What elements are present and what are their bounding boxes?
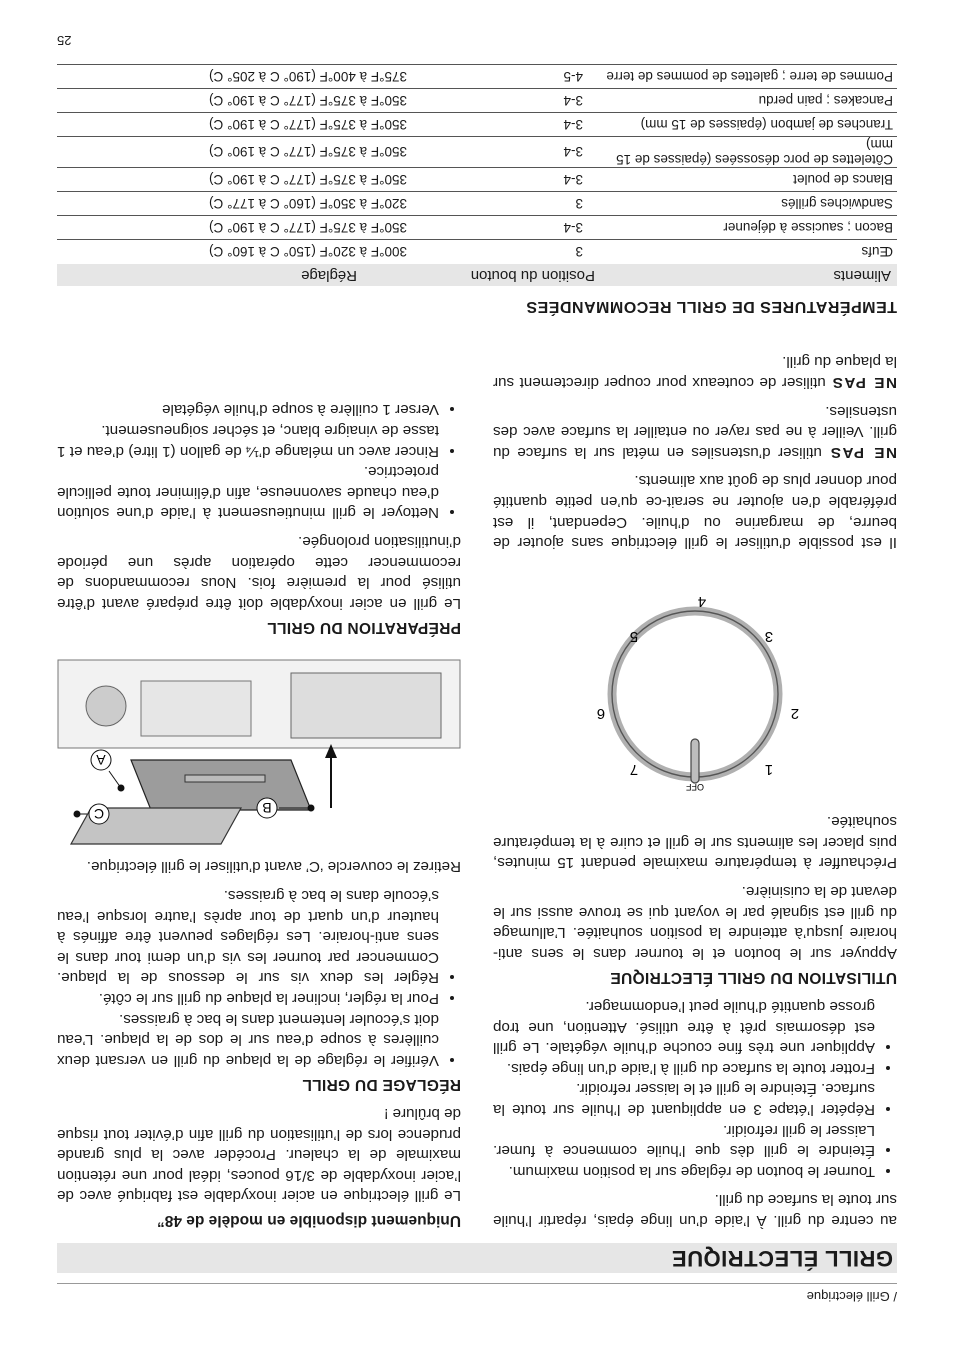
warning-text: utiliser d’ustensiles en métal sur la surface du grill. Veiller à ne pas rayer ou entailler la surface avec des ustensiles. <box>493 402 897 461</box>
list-item: • Rincer avec un mélange d’¼ de gallon (1 litre) d’eau et 1 tasse de vinaigre blanc, et sécher soigneusement. <box>57 419 439 460</box>
warning-knives <box>493 351 897 392</box>
column-header-position: Position du bouton <box>470 267 595 284</box>
table-row <box>57 89 897 113</box>
list-item: • Vérifier le réglage de la plaque du grill en versant deux cuillères à soupe d’eau sur le dos de la plaque. L’eau doit s’écouler lentement dans le bac à graisses. <box>57 1008 439 1070</box>
cell-position: 4-5 <box>411 65 587 89</box>
prep-text: Le grill en acier inoxydable doit être préparé avant d’être utilisé pour la première fois. Nous recommandons de recommencer cette opération après une période d’inutilisation prolongée. <box>57 532 461 612</box>
cell-position: 3-4 <box>411 216 587 240</box>
list-item: • Frotter toute la surface du grill à l’aide d’un linge épais. <box>493 1057 875 1078</box>
list-item: • Éteindre le grill dès que l’huile commence à fumer. Laisser le grill refroidir. <box>493 1119 875 1160</box>
cell-position: 3-4 <box>411 113 587 137</box>
table-row <box>57 192 897 216</box>
usage-heading: UTILISATION DU GRILL ÉLECTRIQUE <box>610 969 897 987</box>
cell-setting: 320°F à 350°F (160° C à 177° C) <box>57 192 411 216</box>
table-header <box>57 264 897 286</box>
cell-food: Bacon ; saucisse à déjeuner <box>587 216 897 240</box>
temperature-table <box>57 64 897 263</box>
cell-food: Sandwiches grillés <box>587 192 897 216</box>
dial-number: 2 <box>790 704 800 722</box>
header-divider <box>57 1283 897 1284</box>
callout-label-b: B <box>262 799 272 816</box>
usage-text-1: Appuyer sur le bouton et le tourner dans le sens anti-horaire jusqu’à atteindre la position souhaitée. L’allumage du grill est signalé par le voyant qui se trouve aussi sur le devant de la cuisinière. <box>493 883 897 962</box>
usage-text-2: Préchauffer à température maximale pendant 15 minutes, puis placer les aliments sur le grill et cuire à la température souhaitée. <box>493 813 897 872</box>
cell-food: Pancakes ; pain perdu <box>587 89 897 113</box>
callout-label-c: C <box>93 805 105 822</box>
section-note: / Grill électrique <box>806 1289 897 1304</box>
cell-position: 3-4 <box>411 137 587 168</box>
list-item: • Pour la régler, incliner la plaque du grill sur le côté. <box>57 987 439 1008</box>
dial-number: 5 <box>629 627 639 645</box>
cell-food: Côtelettes de porc désossées (épaisses de 15 mm) <box>587 137 897 168</box>
cell-position: 3-4 <box>411 168 587 192</box>
column-header-setting: Réglage <box>301 267 357 284</box>
burner-icon <box>86 686 126 726</box>
dial-off-label: OFF <box>686 781 704 792</box>
cell-setting: 350°F à 375°F (177° C à 190° C) <box>57 113 411 137</box>
table-title: TEMPÉRATURES DE GRILL RECOMMANDÉES <box>525 298 897 315</box>
grate-area <box>141 681 251 736</box>
cell-food: Pommes de terre ; galettes de pommes de terre <box>587 65 897 89</box>
callout-label-a: A <box>96 751 106 768</box>
plate-handle <box>185 775 265 782</box>
dial-number: 7 <box>629 760 639 778</box>
right-column <box>57 391 461 1230</box>
dial-number: 6 <box>596 704 606 722</box>
cell-setting: 350°F à 375°F (177° C à 190° C) <box>57 216 411 240</box>
cell-setting: 350°F à 375°F (177° C à 190° C) <box>57 89 411 113</box>
warning-label: NE PAS <box>829 443 897 461</box>
page-title: GRILL ÉLECTRIQUE <box>57 1243 897 1273</box>
dial-pointer <box>691 739 699 783</box>
cover-note: Retirez le couvercle ‘C’ avant d’utiliser le grill électrique. <box>86 858 461 876</box>
cell-position: 3 <box>411 192 587 216</box>
warning-text: utiliser de couteaux pour couper directement sur la plaque du grill. <box>493 353 897 391</box>
table-row <box>57 113 897 137</box>
grill-plate-figure <box>57 651 461 848</box>
seasoning-continued-text: au centre du grill. À l’aide d’un linge épais, répartir l’huile sur toute la surface du grill. <box>493 1191 897 1229</box>
table-row <box>57 65 897 89</box>
left-column <box>493 343 897 1230</box>
dial-number: 4 <box>697 592 707 610</box>
prep-heading: PRÉPARATION DU GRILL <box>266 619 461 637</box>
page-number: 25 <box>57 33 72 48</box>
seasoning-steps-list <box>493 995 897 1180</box>
cell-setting: 375°F à 400°F (190° C à 205° C) <box>57 65 411 89</box>
list-item: • Tourner le bouton de réglage sur la position maximum. <box>493 1160 875 1181</box>
list-item: • Appliquer une très fine couche d’huile végétale. Le grill est désormais prêt à être utilisé. Attention, une trop grosse quantité d’huile peut l’endommager. <box>493 995 875 1057</box>
cell-position: 3-4 <box>411 89 587 113</box>
cell-setting: 300°F à 320°F (150° C à 160° C) <box>57 240 411 264</box>
cell-position: 3 <box>411 240 587 264</box>
table-row <box>57 240 897 264</box>
table-row <box>57 168 897 192</box>
table-row <box>57 216 897 240</box>
warning-metal-utensils <box>493 400 897 462</box>
list-item: • Nettoyer le grill minutieusement à l’aide d’une solution d’eau chaude savonneuse, afin d’éliminer toute pellicule protectrice. <box>57 461 439 523</box>
control-dial-figure <box>493 576 897 793</box>
list-item: • Répéter l’étape 3 en appliquant de l’huile sur toute la surface. Éteindre le grill et le laisser refroidir. <box>493 1078 875 1119</box>
cell-food: Œufs <box>587 240 897 264</box>
adjust-steps-list <box>57 885 461 1070</box>
cell-food: Tranches de jambon (épaisses de 15 mm) <box>587 113 897 137</box>
callout-line <box>109 771 121 788</box>
no-butter-text: Il est possible d’utiliser le grill électrique sans ajouter de beurre, de margarine ou d’huile. Cependant, il est préférable d’en ajouter ne serait-ce qu’en petite quantité pour donner plus de goût aux aliments. <box>493 472 897 552</box>
grill-plate <box>131 760 311 810</box>
prep-steps-list <box>57 399 461 523</box>
cell-food: Blancs de poulet <box>587 168 897 192</box>
list-item: • Régler les deux vis sur le dessous de la plaque. Commencer par tourner les vis d’un demi tour dans le sens anti-horaire. Les réglages peuvent être affinés à hauteur d’un quart de tour après l’autre lorsque l’eau s’écoule dans le bac à graisses. <box>57 885 439 988</box>
cell-setting: 350°F à 375°F (177° C à 190° C) <box>57 137 411 168</box>
warning-label: NE PAS <box>831 373 897 391</box>
intro-text: Le grill électrique en acier inoxydable est fabriqué avec de l’acier inoxydable de 3/16 pouces, idéal pour une rétention maximale de la chaleur. Procéder avec la plus grande prudence lors de l’utilisation du grill afin d’éviter tout risque de brûlure ! <box>57 1105 461 1205</box>
griddle-surface <box>291 673 441 738</box>
table-row <box>57 137 897 168</box>
list-item: • Verser 1 cuillère à soupe d’huile végétale <box>57 399 439 420</box>
adjust-heading: RÉGLAGE DU GRILL <box>302 1076 461 1094</box>
column-header-food: Aliments <box>833 267 891 284</box>
dial-number: 1 <box>764 760 774 778</box>
availability-heading: Uniquement disponible en modèle de 48” <box>156 1212 461 1229</box>
cell-setting: 350°F à 375°F (177° C à 190° C) <box>57 168 411 192</box>
dial-number: 3 <box>764 627 774 645</box>
